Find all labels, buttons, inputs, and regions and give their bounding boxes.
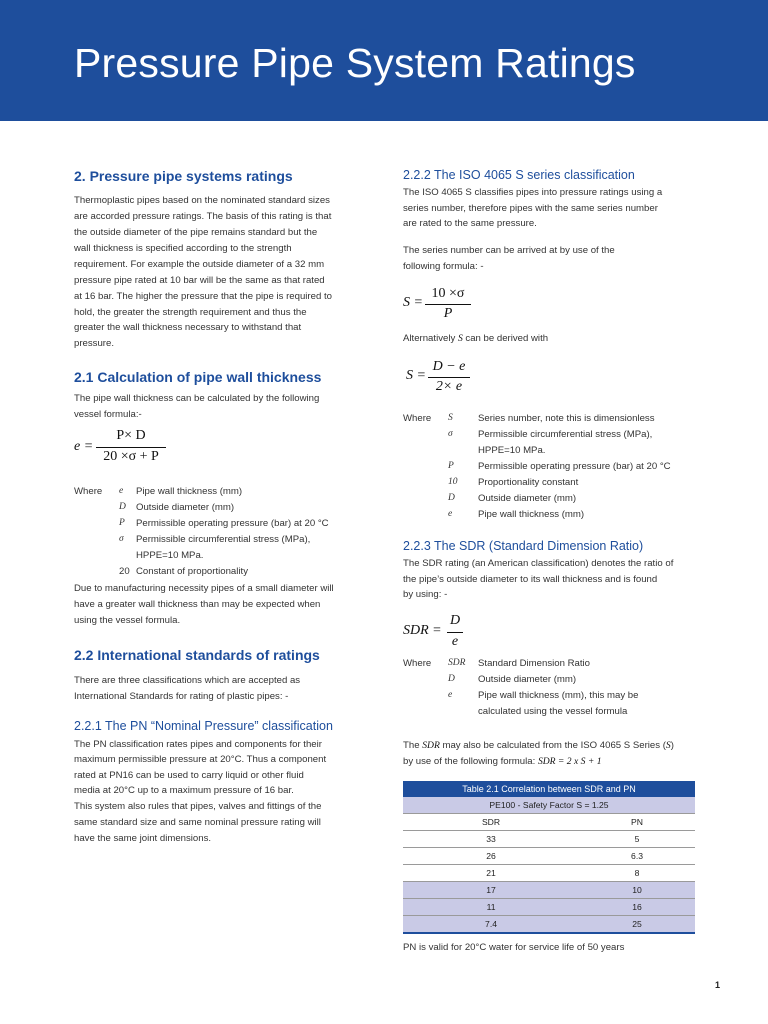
formula-wall-thickness xyxy=(74,428,184,468)
small-diameter-line: have a greater wall thickness than may be expected when xyxy=(74,599,321,610)
page-number: 1 xyxy=(715,980,721,990)
var-symbol: 10 xyxy=(448,477,458,487)
formula-numerator: 10 ×σ xyxy=(431,286,465,301)
table-header-pn: PN xyxy=(579,814,695,831)
heading-iso-4065: 2.2.2 The ISO 4065 S series classification xyxy=(403,168,635,182)
fraction-bar xyxy=(428,377,470,378)
where-label: Where xyxy=(74,486,103,497)
var-symbol: D xyxy=(448,674,455,684)
formula-numerator: D xyxy=(449,613,461,628)
var-symbol: e xyxy=(448,690,453,700)
small-diameter-line: Due to manufacturing necessity pipes of a small diameter will xyxy=(74,583,334,594)
where-label: Where xyxy=(403,413,432,424)
pn-line: have the same joint dimensions. xyxy=(74,833,212,844)
formula-denominator: 2× e xyxy=(435,379,463,394)
intro-line: requirement. For example the outside diameter of a 32 mm xyxy=(74,259,325,270)
formula-denominator: e xyxy=(451,634,459,649)
table-row: 33 5 xyxy=(403,831,695,848)
heading-international-standards: 2.2 International standards of ratings xyxy=(74,647,320,663)
sdr-line: The SDR rating (an American classification) denotes the ratio of xyxy=(403,558,674,569)
var-symbol: e xyxy=(448,509,453,519)
sdr-line: the pipe’s outside diameter to its wall thickness and is found xyxy=(403,574,658,585)
var-definition: Pipe wall thickness (mm) xyxy=(478,509,585,520)
calc-line: The pipe wall thickness can be calculated by the following xyxy=(74,393,320,404)
formula-series-alternative xyxy=(406,359,496,399)
intro-line: pressure pipe rated at 10 bar will be the same as that rated xyxy=(74,275,325,286)
intro-line: at 16 bar. The higher the pressure that the pipe is required to xyxy=(74,291,332,302)
fraction-bar xyxy=(425,304,471,305)
pn-line: same standard size and same nominal pressure rating will xyxy=(74,817,321,828)
intro-line: Thermoplastic pipes based on the nominated standard sizes xyxy=(74,195,330,206)
sdr-line: by using: - xyxy=(403,589,448,600)
variables-wall-thickness xyxy=(74,486,370,586)
page-title: Pressure Pipe System Ratings xyxy=(74,40,636,86)
formula-numerator: D − e xyxy=(432,359,466,374)
var-definition: Permissible circumferential stress (MPa), xyxy=(478,429,653,440)
var-definition: Permissible operating pressure (bar) at 20 °C xyxy=(136,518,329,529)
formula-lhs: S = xyxy=(403,295,423,310)
fraction-bar xyxy=(96,447,166,448)
formula-lhs: S = xyxy=(406,368,426,383)
table-row: 11 16 xyxy=(403,899,695,916)
var-definition: Pipe wall thickness (mm) xyxy=(136,486,243,497)
var-symbol: SDR xyxy=(448,658,466,668)
var-definition: Series number, note this is dimensionless xyxy=(478,413,655,424)
intro-line: the outside diameter of the pipe remains standard but the xyxy=(74,227,318,238)
formula-lhs: e = xyxy=(74,439,94,454)
table-note: PN is valid for 20°C water for service life of 50 years xyxy=(403,942,625,953)
var-symbol: 20 xyxy=(119,566,130,577)
intro-line: pressure. xyxy=(74,338,114,349)
series-line: The series number can be arrived at by use of the xyxy=(403,245,615,256)
var-definition: Proportionality constant xyxy=(478,477,579,488)
var-definition: Permissible circumferential stress (MPa), xyxy=(136,534,311,545)
var-definition: Permissible operating pressure (bar) at 20 °C xyxy=(478,461,671,472)
var-definition: Standard Dimension Ratio xyxy=(478,658,590,669)
where-label: Where xyxy=(403,658,432,669)
variables-series xyxy=(403,413,715,525)
alternative-line: Alternatively S can be derived with xyxy=(403,333,549,344)
pn-line: maximum permissible pressure at 20°C. Thus a component xyxy=(74,754,327,765)
var-definition: Outside diameter (mm) xyxy=(478,493,577,504)
heading-sdr: 2.2.3 The SDR (Standard Dimension Ratio) xyxy=(403,539,644,553)
iso-line: are rated to the same pressure. xyxy=(403,218,537,229)
pn-line: The PN classification rates pipes and components for their xyxy=(74,739,322,750)
var-definition: Outside diameter (mm) xyxy=(136,502,235,513)
var-symbol: P xyxy=(448,461,454,471)
table-row: 26 6.3 xyxy=(403,848,695,865)
var-symbol: e xyxy=(119,486,124,496)
calc-line: vessel formula:- xyxy=(74,409,142,420)
var-symbol: σ xyxy=(448,429,453,439)
var-symbol: D xyxy=(119,502,126,512)
sdr-pn-table xyxy=(403,781,695,950)
var-definition: HPPE=10 MPa. xyxy=(478,445,546,456)
series-line: following formula: - xyxy=(403,261,484,272)
intro-line: greater the wall thickness necessary to withstand that xyxy=(74,322,302,333)
intro-line: are accorded pressure ratings. The basis of this rating is that xyxy=(74,211,332,222)
intl-line: There are three classifications which are accepted as xyxy=(74,675,301,686)
intl-line: International Standards for rating of plastic pipes: - xyxy=(74,691,289,702)
sdr-calc-line: The SDR may also be calculated from the ISO 4065 S Series (S) xyxy=(403,740,674,751)
var-definition: Pipe wall thickness (mm), this may be xyxy=(478,690,639,701)
var-symbol: σ xyxy=(119,534,124,544)
table-row: 7.4 25 xyxy=(403,916,695,934)
intro-line: hold, the greater the strength requirement and thus the xyxy=(74,307,307,318)
table-row: 21 8 xyxy=(403,865,695,882)
heading-wall-thickness: 2.1 Calculation of pipe wall thickness xyxy=(74,369,322,385)
var-definition: Outside diameter (mm) xyxy=(478,674,577,685)
heading-pressure-ratings: 2. Pressure pipe systems ratings xyxy=(74,168,293,184)
pn-line: media at 20°C up to a maximum pressure of 16 bar. xyxy=(74,785,294,796)
var-symbol: D xyxy=(448,493,455,503)
table-title: Table 2.1 Correlation between SDR and PN xyxy=(403,781,695,797)
table-header-sdr: SDR xyxy=(403,814,579,831)
var-symbol: S xyxy=(448,413,453,423)
iso-line: series number, therefore pipes with the same series number xyxy=(403,203,658,214)
formula-denominator: P xyxy=(443,306,453,321)
pn-line: rated at PN16 can be used to carry liquid or other fluid xyxy=(74,770,304,781)
var-definition: HPPE=10 MPa. xyxy=(136,550,204,561)
formula-numerator: P× D xyxy=(116,428,146,443)
heading-pn-classification: 2.2.1 The PN “Nominal Pressure” classification xyxy=(74,719,333,733)
formula-sdr xyxy=(403,613,483,653)
pn-line: This system also rules that pipes, valves and fittings of the xyxy=(74,801,322,812)
table-subtitle: PE100 - Safety Factor S = 1.25 xyxy=(403,797,695,814)
var-symbol: P xyxy=(119,518,125,528)
fraction-bar xyxy=(447,632,463,633)
var-definition: Constant of proportionality xyxy=(136,566,248,577)
small-diameter-line: using the vessel formula. xyxy=(74,615,181,626)
variables-sdr xyxy=(403,658,715,722)
iso-line: The ISO 4065 S classifies pipes into pressure ratings using a xyxy=(403,187,663,198)
formula-denominator: 20 ×σ + P xyxy=(103,449,159,464)
var-definition: calculated using the vessel formula xyxy=(478,706,628,717)
sdr-calc-line: by use of the following formula: SDR = 2 x S + 1 xyxy=(403,756,602,767)
sdr-formula: SDR = 2 x S + 1 xyxy=(537,756,602,767)
formula-lhs: SDR = xyxy=(403,623,442,638)
intro-line: wall thickness is specified according to the strength xyxy=(74,243,292,254)
table-row: 17 10 xyxy=(403,882,695,899)
formula-series-number xyxy=(403,286,493,326)
